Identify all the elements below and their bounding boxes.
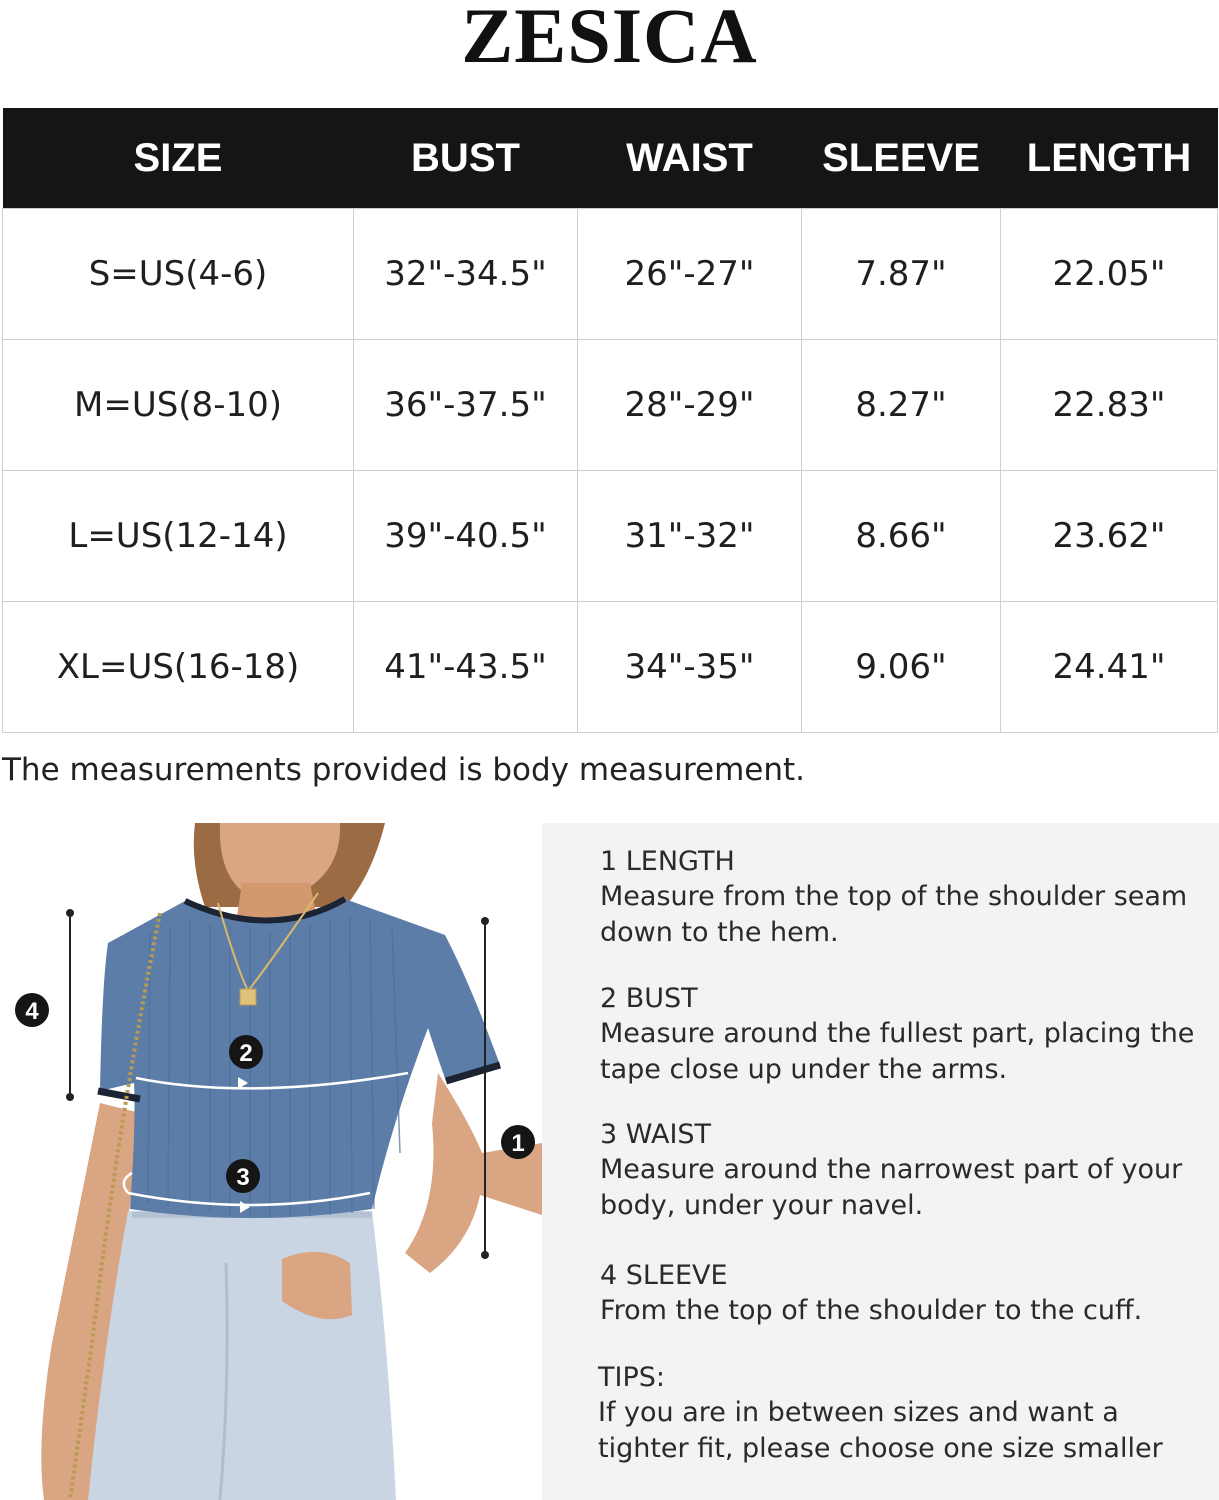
instruction-desc: From the top of the shoulder to the cuff. <box>600 1295 1143 1326</box>
length-bracket-top <box>481 917 489 925</box>
model-illustration <box>0 823 542 1500</box>
instruction-title: 3 WAIST <box>600 1119 712 1150</box>
header-sleeve: SLEEVE <box>802 108 1001 209</box>
cell-sleeve: 8.66" <box>802 471 1001 602</box>
measurement-guide-panel <box>542 823 1219 1500</box>
cell-bust: 39"-40.5" <box>354 471 578 602</box>
instruction-sleeve <box>600 1259 1210 1329</box>
cell-size: XL=US(16-18) <box>3 602 354 733</box>
instruction-length <box>600 845 1210 951</box>
model-figure <box>0 823 542 1500</box>
table-row <box>3 340 1218 471</box>
cell-waist: 26"-27" <box>578 209 802 340</box>
tips-desc: If you are in between sizes and want a tighter fit, please choose one size smaller <box>598 1397 1163 1464</box>
cell-bust: 41"-43.5" <box>354 602 578 733</box>
sleeve-bracket-top <box>66 909 74 917</box>
cell-waist: 34"-35" <box>578 602 802 733</box>
cell-bust: 32"-34.5" <box>354 209 578 340</box>
instruction-title: 4 SLEEVE <box>600 1260 728 1291</box>
marker-1 <box>501 1125 535 1159</box>
marker-2-label: 2 <box>239 1040 253 1067</box>
cell-waist: 28"-29" <box>578 340 802 471</box>
tips-title: TIPS: <box>598 1362 665 1393</box>
instruction-desc: Measure around the narrowest part of your body, under your navel. <box>600 1154 1183 1221</box>
cell-waist: 31"-32" <box>578 471 802 602</box>
instruction-desc: Measure from the top of the shoulder seam down to the hem. <box>600 881 1188 948</box>
cell-length: 22.05" <box>1001 209 1218 340</box>
marker-3 <box>226 1159 260 1193</box>
cell-sleeve: 7.87" <box>802 209 1001 340</box>
cell-size: M=US(8-10) <box>3 340 354 471</box>
cell-length: 23.62" <box>1001 471 1218 602</box>
cell-size: L=US(12-14) <box>3 471 354 602</box>
measurement-note: The measurements provided is body measurement. <box>2 752 806 788</box>
table-header-row <box>3 108 1218 209</box>
cell-sleeve: 9.06" <box>802 602 1001 733</box>
header-length: LENGTH <box>1001 108 1218 209</box>
table-row <box>3 209 1218 340</box>
cell-length: 22.83" <box>1001 340 1218 471</box>
tips-section <box>598 1361 1208 1467</box>
marker-1-label: 1 <box>511 1130 525 1157</box>
marker-4 <box>15 993 49 1027</box>
instruction-waist <box>600 1118 1210 1224</box>
marker-3-label: 3 <box>236 1164 250 1191</box>
instruction-bust <box>600 982 1210 1088</box>
cell-sleeve: 8.27" <box>802 340 1001 471</box>
size-chart-table <box>2 108 1218 733</box>
instruction-title: 1 LENGTH <box>600 846 735 877</box>
header-waist: WAIST <box>578 108 802 209</box>
brand-logo: ZESICA <box>461 0 758 79</box>
cell-bust: 36"-37.5" <box>354 340 578 471</box>
header-size: SIZE <box>3 108 354 209</box>
pendant <box>240 989 256 1005</box>
cell-size: S=US(4-6) <box>3 209 354 340</box>
jeans <box>88 1211 396 1500</box>
instruction-desc: Measure around the fullest part, placing the tape close up under the arms. <box>600 1018 1195 1085</box>
header-bust: BUST <box>354 108 578 209</box>
table-row <box>3 471 1218 602</box>
length-bracket-bottom <box>481 1251 489 1259</box>
marker-2 <box>229 1035 263 1069</box>
sleeve-bracket-bottom <box>66 1093 74 1101</box>
table-row <box>3 602 1218 733</box>
cell-length: 24.41" <box>1001 602 1218 733</box>
marker-4-label: 4 <box>25 998 39 1025</box>
instruction-title: 2 BUST <box>600 983 698 1014</box>
